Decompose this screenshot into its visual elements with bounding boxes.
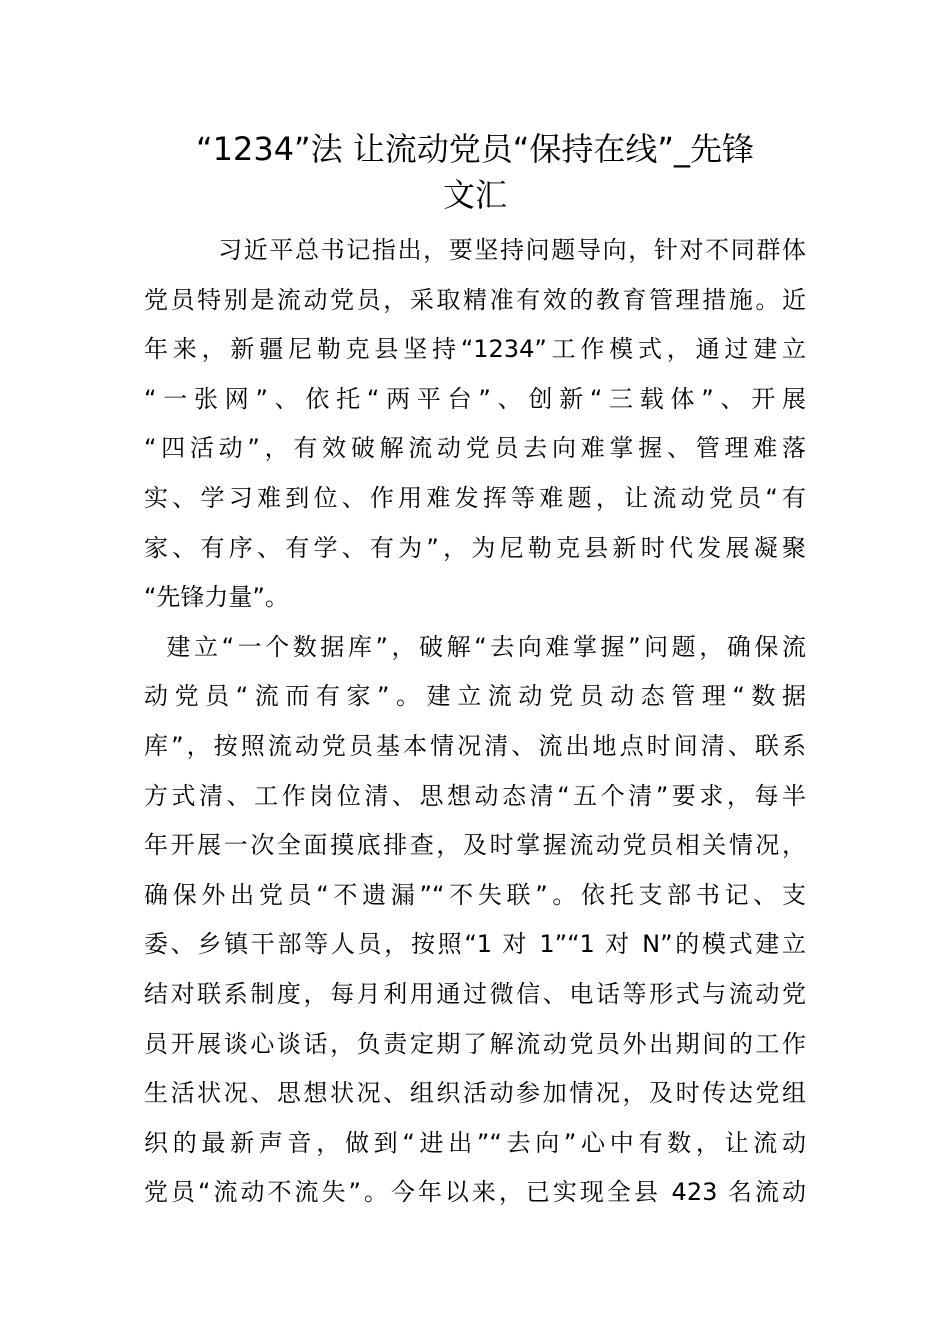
title-line-1: “1234”法 让流动党员“保持在线”_先锋 [196,130,754,168]
document-body [144,226,806,1218]
body-line: 动党员“流而有家”。建立流动党员动态管理“数据 [144,682,806,711]
body-line: “四活动”，有效破解流动党员去向难掌握、管理难落 [144,434,806,463]
title-line-2: 文汇 [442,176,507,214]
body-line: 织的最新声音，做到“进出”“去向”心中有数，让流动 [144,1128,806,1157]
body-line: 方式清、工作岗位清、思想动态清“五个清”要求，每半 [144,781,806,810]
body-line: 年开展一次全面摸底排查，及时掌握流动党员相关情况， [144,831,806,860]
body-line: 建立“一个数据库”，破解“去向难掌握”问题，确保流 [144,632,806,661]
body-line: 确保外出党员“不遗漏”“不失联”。依托支部书记、支 [144,880,806,909]
body-line: 党员“流动不流失”。今年以来，已实现全县 423 名流动 [144,1178,806,1207]
body-line: 实、学习难到位、作用难发挥等难题，让流动党员“有 [144,483,806,512]
body-line: 员开展谈心谈话，负责定期了解流动党员外出期间的工作 [144,1029,806,1058]
body-line: “先锋力量”。 [144,583,289,612]
body-line: 习近平总书记指出，要坚持问题导向，针对不同群体 [144,236,806,264]
body-line: 结对联系制度，每月利用通过微信、电话等形式与流动党 [144,979,806,1008]
body-line: 家、有序、有学、有为”，为尼勒克县新时代发展凝聚 [144,533,806,562]
body-line: 库”，按照流动党员基本情况清、流出地点时间清、联系 [144,731,806,760]
body-line: 委、乡镇干部等人员，按照“1 对 1”“1 对 N”的模式建立 [144,930,806,959]
body-line: 生活状况、思想状况、组织活动参加情况，及时传达党组 [144,1079,806,1108]
body-line: 年来，新疆尼勒克县坚持“1234”工作模式，通过建立 [144,335,806,364]
document-title [140,126,810,218]
body-line: “一张网”、依托“两平台”、创新“三载体”、开展 [144,384,806,413]
body-line: 党员特别是流动党员，采取精准有效的教育管理措施。近 [144,285,806,314]
